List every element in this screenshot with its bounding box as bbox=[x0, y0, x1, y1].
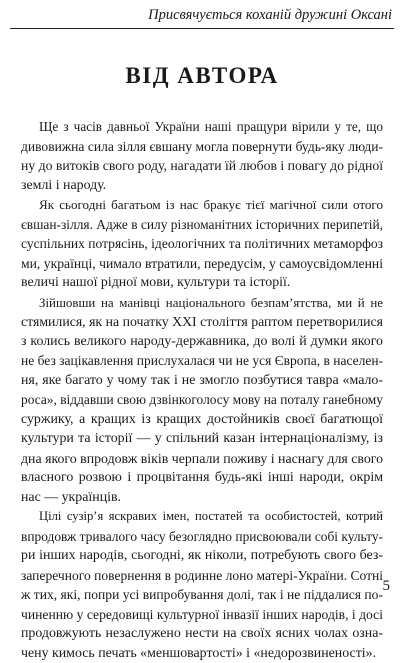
text-line: ж тих, які, попри усі випробування долі, так і не піддалися по- bbox=[21, 585, 383, 605]
text-line: продовжують незаслужено нести на своїх ясних чолах озна- bbox=[21, 624, 383, 644]
text-line: культури та історії — у спільний казан інтернаціоналізму, із bbox=[21, 429, 383, 449]
text-line: Як сьогодні багатьом із нас бракує тієї магічної сили отого bbox=[21, 195, 383, 215]
text-line: не без зацікавлення прислухалася чи не уся Європа, в населен- bbox=[21, 351, 383, 371]
dedication: Присвячується коханій дружині Оксані bbox=[148, 6, 392, 24]
text-line: роса», віддавши свою дзвінкоголосу мову на поталу ганебному bbox=[21, 390, 383, 410]
text-line: чиненню у середовищі культурної інвазії інших народів, і досі bbox=[21, 605, 383, 625]
text-line: нас — українців. bbox=[21, 488, 383, 508]
text-line: власного розвою і процвітання будь-які інші народи, окрім bbox=[21, 468, 383, 488]
text-line: з колись великого народу-державника, до волі й думки якого bbox=[21, 332, 383, 352]
text-line: ми, українці, чимало втратили, передусім, у самоусвідомленні bbox=[21, 254, 383, 274]
paragraph-4 bbox=[21, 507, 383, 663]
text-line: землі і народу. bbox=[21, 176, 383, 196]
text-line: Цілі сузір’я яскравих імен, постатей та особистостей, котрий bbox=[21, 507, 383, 527]
text-line: ня, яке багато у чому так і не змогло позбутися тавра «мало- bbox=[21, 371, 383, 391]
page-title: ВІД АВТОРА bbox=[0, 63, 404, 89]
text-line: впродовж тривалого часу безоглядно присвоювали собі культу- bbox=[21, 527, 383, 547]
text-line: Зійшовши на манівці національного безпам’ятства, ми й не bbox=[21, 293, 383, 313]
text-line: заперечного повернення в родинне лоно матері-України. Сотні bbox=[21, 566, 383, 586]
text-line: величі нашої рідної мови, культури та історії. bbox=[21, 273, 383, 293]
text-line: Ще з часів давньої України наші пращури вірили у те, що bbox=[21, 117, 383, 137]
text-line: стямилися, як на початку XXI століття раптом перетворилися bbox=[21, 312, 383, 332]
paragraph-1 bbox=[21, 117, 383, 195]
text-line: чену кимось печать «меншовартості» і «недорозвиненості». bbox=[21, 644, 383, 663]
text-line: дивовижна сила зілля євшану могла повернути будь-яку люди- bbox=[21, 137, 383, 157]
paragraph-2 bbox=[21, 195, 383, 293]
header-rule bbox=[10, 28, 394, 29]
text-line: євшан-зілля. Адже в силу різноманітних історичних перипетій, bbox=[21, 215, 383, 235]
paragraph-3 bbox=[21, 293, 383, 508]
text-line: суспільних потрясінь, ідеологічних та політичних метаморфоз bbox=[21, 234, 383, 254]
body-text bbox=[21, 117, 383, 663]
text-line: ну до витоків свого роду, нагадати їй любов і повагу до рідної bbox=[21, 156, 383, 176]
page-number: 5 bbox=[383, 577, 391, 595]
text-line: дна якого впродовж віків черпали поживу і наснагу для свого bbox=[21, 449, 383, 469]
text-line: ри інших народів, сьогодні, як ніколи, потребують свого без- bbox=[21, 546, 383, 566]
text-line: суржику, а кращих із кращих достойників своєї багатющої bbox=[21, 410, 383, 430]
